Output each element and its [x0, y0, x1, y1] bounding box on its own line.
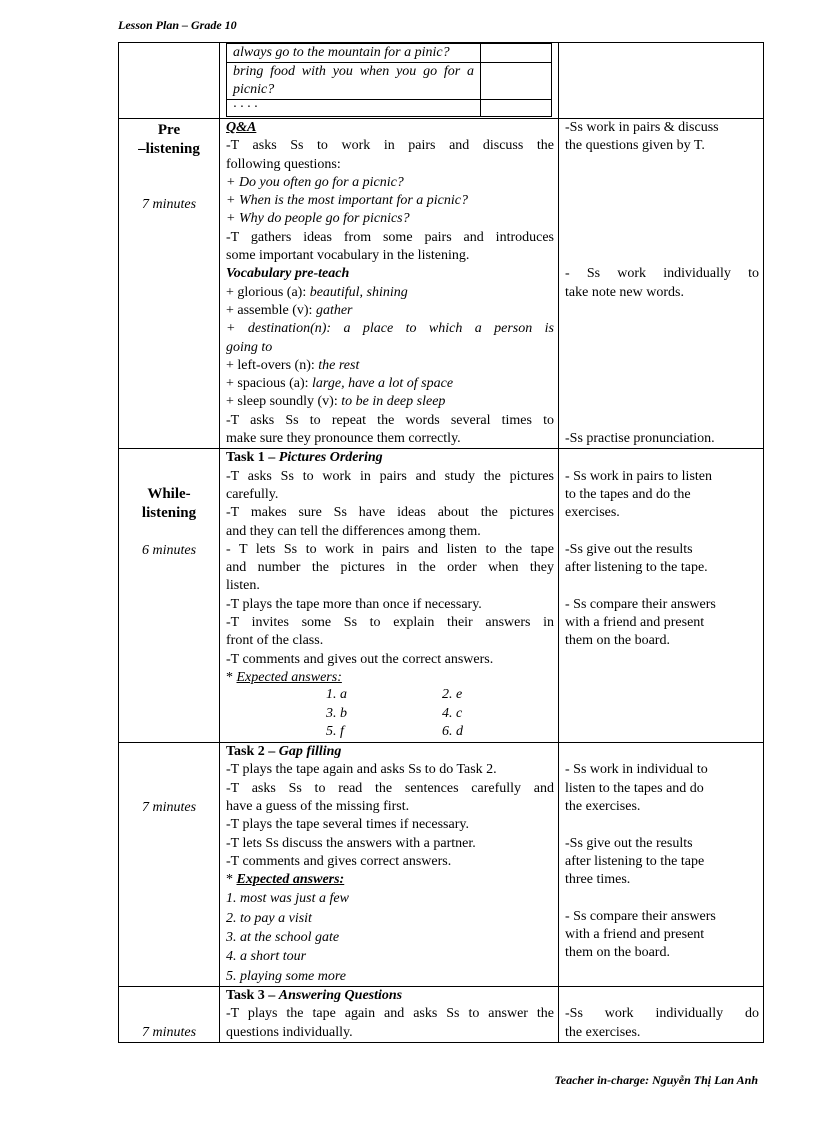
teacher-activities: Task 3 – Answering Questions -T plays the tape again and asks Ss to answer the questions individually.	[220, 986, 559, 1042]
stage-title: listening	[141, 505, 197, 522]
inner-cell: · · · ·	[227, 100, 481, 117]
page-header: Lesson Plan – Grade 10	[118, 18, 237, 32]
duration: 7 minutes	[141, 800, 197, 816]
student-activities: -Ss work in pairs & discuss the questions given by T. - Ss work individually to take note new words. -Ss practise pronunciation.	[559, 119, 764, 449]
stage-title: Pre	[157, 122, 181, 138]
duration: 7 minutes	[141, 1024, 197, 1040]
lesson-table	[118, 42, 764, 1043]
student-activities: -Ss work individually do the exercises.	[559, 986, 764, 1042]
section-title: Vocabulary pre-teach	[226, 266, 350, 282]
page-footer: Teacher in-charge: Nguyễn Thị Lan Anh	[554, 1073, 758, 1087]
section-title: Task 3 – Answering Questions	[226, 987, 403, 1003]
teacher-activities: Task 2 – Gap filling -T plays the tape again and asks Ss to do Task 2. -T asks Ss to read the sentences carefully and have a guess of the missing first. -T plays the tape several times if necessary. -T lets Ss discuss the answers with a partner. -T comments and gives correct answers. * Expected answers: 1. most was just a few 2. to pay a visit 3. at the school gate 4. a short tour 5. playing some more	[220, 743, 559, 987]
inner-cell: bring food with you when you go for a picnic?	[227, 63, 481, 100]
expected-answers-label: Expected answers:	[236, 872, 345, 888]
stage-cell	[119, 743, 220, 987]
student-activities: - Ss work in individual to listen to the tapes and do the exercises. -Ss give out the results after listening to the tape three times. - Ss compare their answers with a friend and present them on the board.	[559, 743, 764, 987]
answer-row: 3. b 4. c	[326, 705, 463, 721]
stage-cell	[119, 449, 220, 743]
section-title: Task 2 – Gap filling	[226, 744, 342, 760]
duration: 7 minutes	[141, 197, 197, 212]
table-row	[119, 449, 764, 743]
duration: 6 minutes	[141, 543, 197, 559]
inner-cell: always go to the mountain for a pinic?	[227, 44, 481, 63]
stage-cell	[119, 119, 220, 449]
teacher-activities: Q&A -T asks Ss to work in pairs and discuss the following questions: + Do you often go for a picnic? + When is the most important for a picnic? + Why do people go for picnics? -T gathers ideas from some pairs and introduces some important vocabulary in the listening. Vocabulary pre-teach + glorious (a): beautiful, shining + assemble (v): gather + destination(n): a place to which a person is going to + left-overs (n): the rest + spacious (a): large, have a lot of space + sleep soundly (v): to be in deep sleep -T asks Ss to repeat the words several times to make sure they pronounce them correctly.	[220, 119, 559, 449]
answer-row: 1. a 2. e	[326, 687, 463, 703]
table-row	[119, 43, 764, 119]
expected-answers-label: Expected answers:	[236, 669, 342, 685]
answer-row: 5. f 6. d	[326, 723, 463, 739]
stage-title: –listening	[138, 141, 200, 157]
stage-cell	[119, 43, 220, 119]
inner-table	[226, 43, 552, 117]
stage-cell	[119, 986, 220, 1042]
teacher-activities: Task 1 – Pictures Ordering -T asks Ss to work in pairs and study the pictures carefully. -T makes sure Ss have ideas about the pictures and they can tell the differences among them. - T lets Ss to work in pairs and listen to the tape and number the pictures in the order when they listen. -T plays the tape more than once if necessary. -T invites some Ss to explain their answers in front of the class. -T comments and gives out the correct answers. * Expected answers: 1. a 2. e 3. b 4. c 5. f 6. d	[220, 449, 559, 743]
student-activities: - Ss work in pairs to listen to the tapes and do the exercises. -Ss give out the results after listening to the tape. - Ss compare their answers with a friend and present them on the board.	[559, 449, 764, 743]
section-title: Q&A	[226, 120, 257, 135]
table-row	[119, 743, 764, 987]
table-row	[119, 986, 764, 1042]
section-title: Task 1 – Pictures Ordering	[226, 450, 383, 466]
stage-title: While-	[147, 486, 191, 503]
table-row	[119, 119, 764, 449]
inner-table-cell	[220, 43, 559, 119]
